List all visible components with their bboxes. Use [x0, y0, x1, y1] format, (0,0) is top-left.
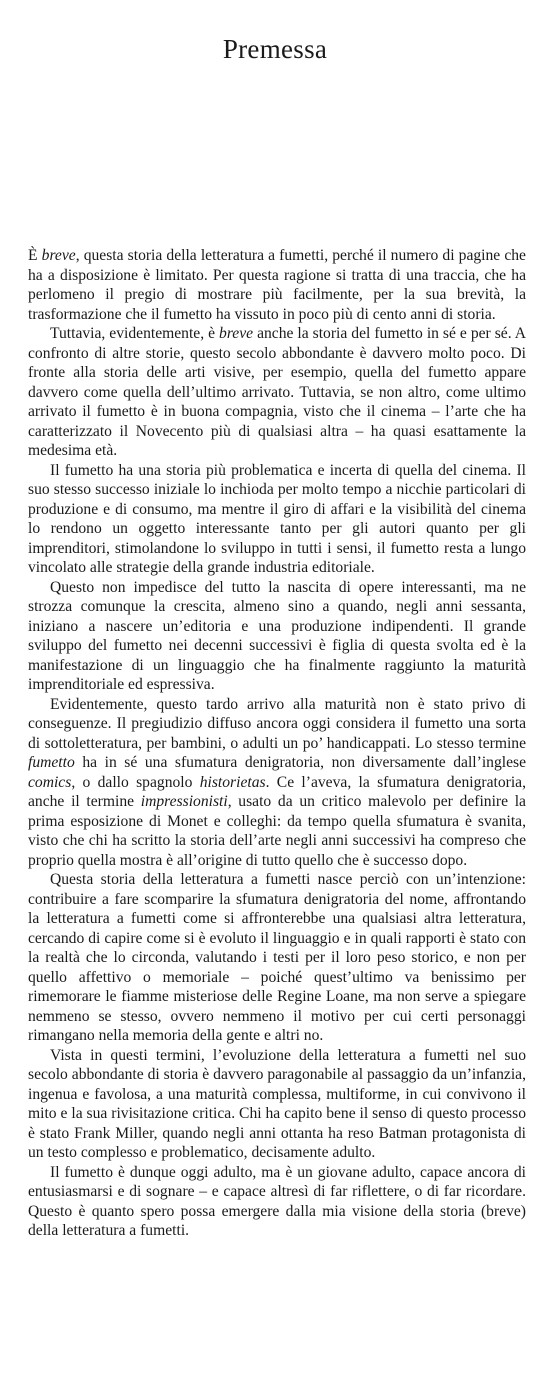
paragraph-1	[28, 246, 526, 324]
page-title: Premessa	[222, 34, 328, 64]
paragraph-4	[28, 578, 526, 695]
text-run: Questo non impedisce del tutto la nascita di opere interessanti, ma ne strozza comunque la crescita, almeno sino a quando, negli anni sessanta, iniziano a nascere un’editoria e una produzione indipendenti. Il grande sviluppo del fumetto nei decenni successivi è figlia di questa svolta ed è la manifestazione di un linguaggio che ha finalmente raggiunto la maturità imprenditoriale ed espressiva.	[28, 578, 526, 693]
body-text	[28, 246, 526, 1241]
paragraph-6	[28, 870, 526, 1046]
paragraph-3	[28, 461, 526, 578]
italic-term: fumetto	[28, 754, 75, 771]
text-run: , o dallo spagnolo	[71, 773, 200, 791]
italic-term: breve	[41, 247, 76, 264]
paragraph-2	[28, 324, 526, 461]
text-run: È	[28, 247, 42, 264]
text-run: ha in sé una sfumatura denigratoria, non diversamente dall’inglese	[74, 754, 526, 771]
italic-term: historietas	[199, 773, 266, 791]
paragraph-5	[28, 695, 526, 871]
text-run: Evidentemente, questo tardo arrivo alla maturità non è stato privo di conseguenze. Il pregiudizio diffuso ancora oggi considera il fumetto una sorta di sottoletteratura, per bambini, o adulti un po’ handicappati. Lo stesso termine	[28, 695, 526, 752]
text-run: Il fumetto è dunque oggi adulto, ma è un giovane adulto, capace ancora di entusiasmarsi e di sognare – e capace altresì di far riflettere, o di far ricordare. Questo è quanto spero possa emergere dalla mia visione della storia (breve) della letteratura a fumetti.	[28, 1163, 526, 1239]
italic-term: impressionisti	[140, 793, 228, 810]
text-run: Questa storia della letteratura a fumetti nasce perciò con un’intenzione: contribuire a fare scomparire la sfumatura denigratoria del nome, affrontando la letteratura a fumetti come si affronterebbe una qualsiasi altra letteratura, cercando di capire come si è evoluto il linguaggio e in quali rapporti è stato con la realtà che lo circonda, valutando i testi per il loro peso storico, e non per quello affettivo o memoriale – poiché quest’ultimo va benissimo per rimemorare le fiamme misteriose delle Regine Loane, ma non serve a spiegare nemmeno se stesso, ovvero nemmeno il motivo per cui certi personaggi rimangano nella memoria della gente e altri no.	[28, 871, 526, 1044]
text-run: Il fumetto ha una storia più problematica e incerta di quella del cinema. Il suo stesso successo iniziale lo inchioda per molto tempo a nicchie particolari di produzione e di consumo, ma mentre il giro di affari e la visibilità del cinema lo rendono un oggetto interessante tanto per gli autori quanto per gli imprenditori, stimolandone lo sviluppo in tutti i sensi, il fumetto resta a lungo vincolato alle strategie della grande industria editoriale.	[28, 461, 526, 576]
text-run: . Ce l’aveva, la sfumatura denigratoria, anche il termine	[28, 773, 526, 810]
paragraph-7	[28, 1046, 526, 1163]
text-run: anche la storia del fumetto in sé e per sé. A confronto di altre storie, questo secolo abbondante è davvero molto poco. Di fronte alla storia delle arti visive, per esempio, quella del fumetto appare davvero come quella dell’ultimo arrivato. Tuttavia, se non altro, come ultimo arrivato il fumetto è in buona compagnia, visto che il cinema – l’arte che ha caratterizzato il Novecento più di qualsiasi altra – ha quasi esattamente la medesima età.	[28, 325, 526, 459]
text-run: Vista in questi termini, l’evoluzione della letteratura a fumetti nel suo secolo abbondante di storia è davvero paragonabile al passaggio da un’infanzia, ingenua e favolosa, a una maturità complessa, multiforme, in cui convivono il mito e la sua rivisitazione critica. Chi ha capito bene il senso di questo processo è stato Frank Miller, quando negli anni ottanta ha reso Batman protagonista di un testo complesso e problematico, decisamente adulto.	[28, 1046, 526, 1161]
text-run: , questa storia della letteratura a fumetti, perché il numero di pagine che ha a disposizione è limitato. Per questa ragione si tratta di una traccia, che ha perlomeno il pregio di mostrare più facilmente, per la sua brevità, la trasformazione che il fumetto ha vissuto in poco più di cento anni di storia.	[28, 247, 526, 323]
italic-term: comics	[28, 773, 72, 791]
text-run: , usato da un critico malevolo per definire la prima esposizione di Monet e colleghi: da tempo quella sfumatura è svanita, visto che chi ha scritto la storia dell’arte negli anni successivi ha compreso che proprio quella mostra è all’origine di tutto quello che è successo dopo.	[28, 793, 526, 869]
italic-term: breve	[219, 325, 254, 342]
paragraph-8	[28, 1163, 526, 1241]
text-run: Tuttavia, evidentemente, è	[50, 325, 220, 342]
